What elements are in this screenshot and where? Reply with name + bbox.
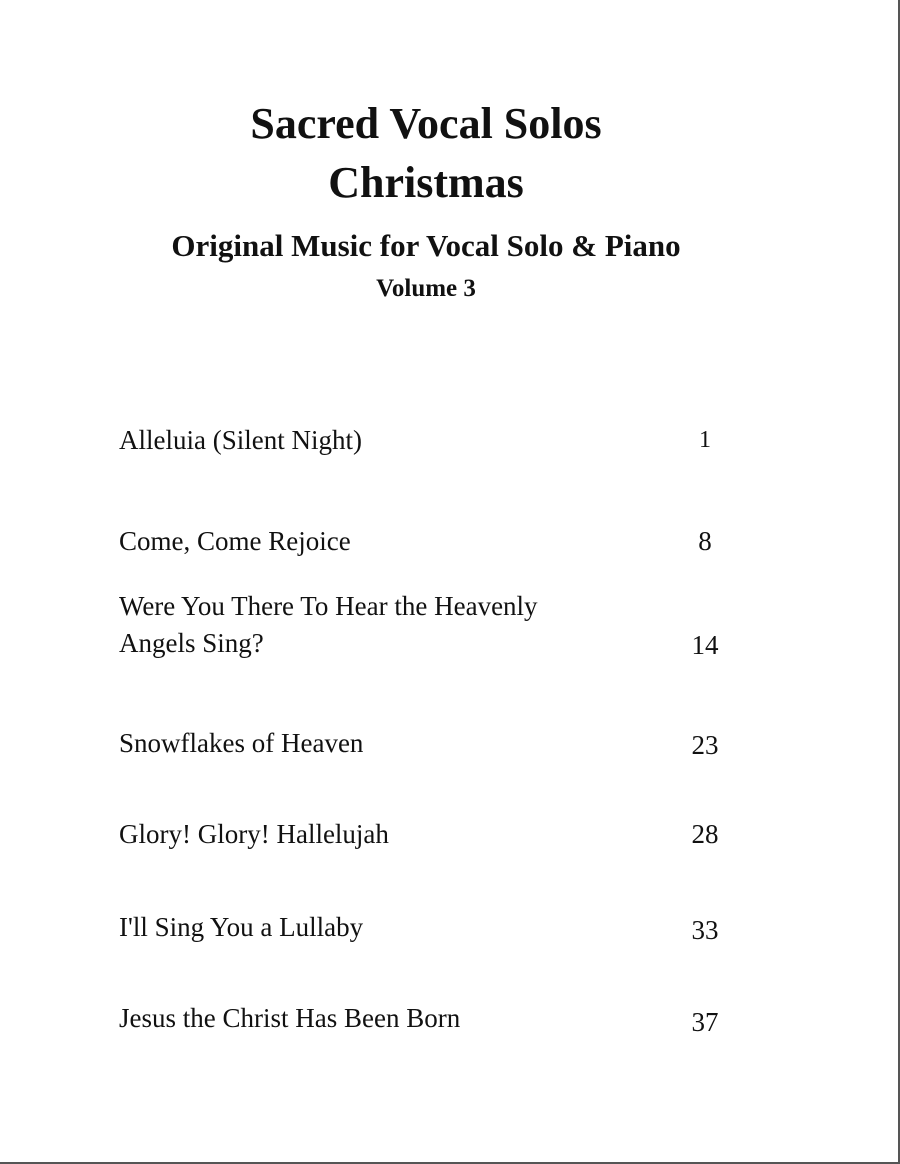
toc-entry-page: 37: [691, 1007, 719, 1037]
toc-entry-title: Come, Come Rejoice: [119, 526, 351, 556]
toc-entry-title-continued: Angels Sing?: [119, 628, 264, 658]
toc-entry-page: 28: [691, 819, 719, 849]
toc-entry-page: 33: [691, 915, 719, 945]
toc-entry-page: 23: [691, 730, 719, 760]
toc-entry-title: Snowflakes of Heaven: [119, 728, 364, 758]
book-subtitle: Original Music for Vocal Solo & Piano: [171, 228, 681, 263]
toc-entry-title: Alleluia (Silent Night): [119, 425, 362, 455]
toc-entry-title: Glory! Glory! Hallelujah: [119, 819, 389, 849]
toc-entry-page: 1: [699, 427, 711, 453]
toc-entry-title: Jesus the Christ Has Been Born: [119, 1003, 461, 1033]
toc-entry-page: 14: [691, 630, 719, 660]
book-title-line-1: Sacred Vocal Solos: [250, 99, 602, 148]
toc-entry-title: Were You There To Hear the Heavenly: [119, 591, 538, 621]
volume-label: Volume 3: [376, 275, 476, 302]
toc-entry-page: 8: [698, 526, 712, 556]
book-title-line-2: Christmas: [328, 158, 524, 207]
toc-entry-title: I'll Sing You a Lullaby: [119, 912, 364, 942]
